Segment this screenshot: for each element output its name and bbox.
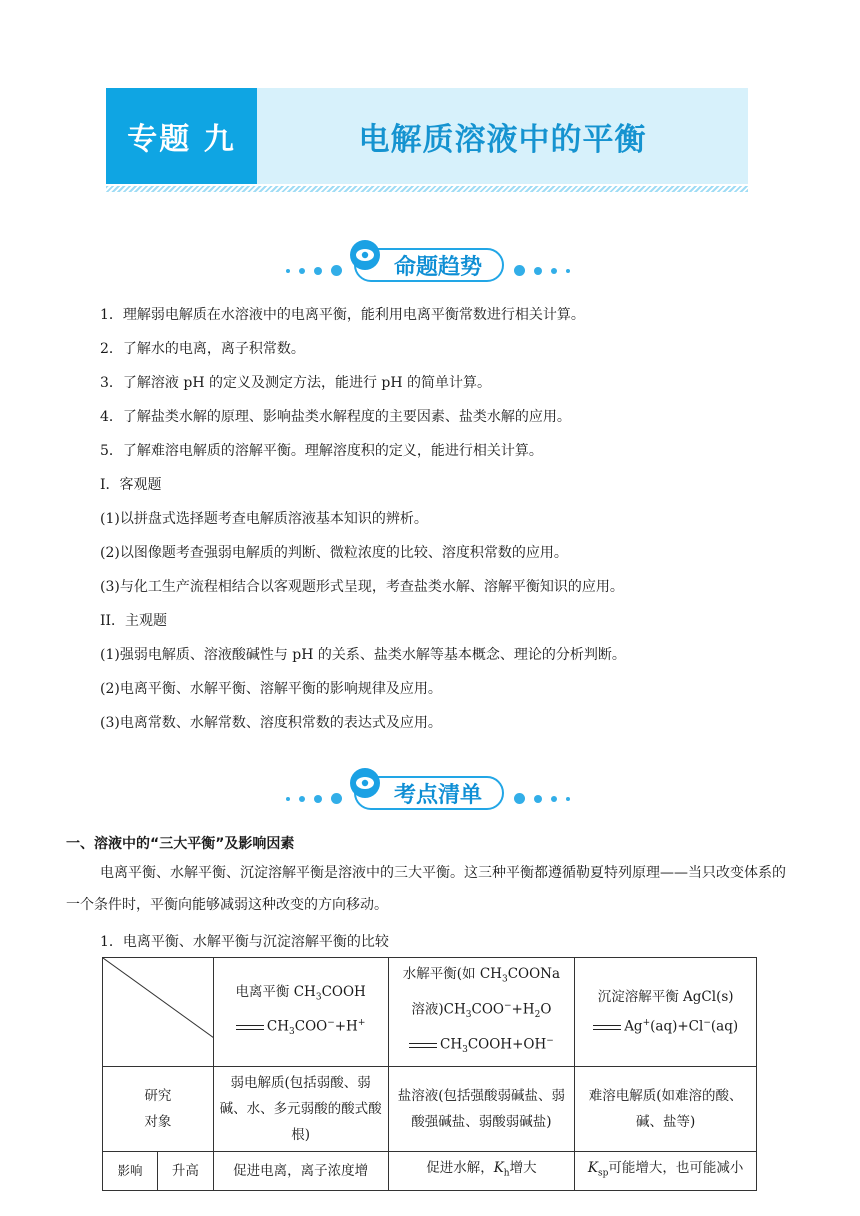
row-sublabel: 升高 xyxy=(157,1152,213,1191)
trend-item: 5．了解难溶电解质的溶解平衡。理解溶度积的定义，能进行相关计算。 xyxy=(100,443,543,459)
table-cell: 促进电离，离子浓度增 xyxy=(213,1152,388,1191)
table-cell: 弱电解质(包括弱酸、弱碱、水、多元弱酸的酸式酸根) xyxy=(213,1067,388,1152)
equilibrium-arrow-icon xyxy=(409,1041,437,1049)
equilibrium-arrow-icon xyxy=(593,1023,621,1031)
table-cell: 难溶电解质(如难溶的酸、碱、盐等) xyxy=(575,1067,757,1152)
left-dots xyxy=(286,793,342,804)
trend-heading xyxy=(280,240,580,288)
trend-item: (3)电离常数、水解常数、溶度积常数的表达式及应用。 xyxy=(100,715,442,731)
row-label: 影响 xyxy=(103,1152,158,1191)
eye-icon xyxy=(350,768,380,798)
header-ionization: 电离平衡 $CH_3COOH$ $CH_3COO^-+H^+$ xyxy=(213,958,388,1067)
row-label: 研究 对象 xyxy=(103,1067,214,1152)
table-row xyxy=(103,1067,757,1152)
trend-item: (1)强弱电解质、溶液酸碱性与 pH 的关系、盐类水解等基本概念、理论的分析判断。 xyxy=(100,647,626,663)
trend-item: 2．了解水的电离，离子积常数。 xyxy=(100,341,305,357)
right-dots xyxy=(514,265,570,276)
trend-item: 3．了解溶液 pH 的定义及测定方法，能进行 pH 的简单计算。 xyxy=(100,375,492,391)
topic-number: 专题 九 xyxy=(106,88,257,184)
trend-item: I．客观题 xyxy=(100,477,162,493)
equilibrium-arrow-icon xyxy=(236,1023,264,1031)
diagonal-cell xyxy=(103,958,214,1067)
table-row xyxy=(103,1152,757,1191)
intro-paragraph: 电离平衡、水解平衡、沉淀溶解平衡是溶液中的三大平衡。这三种平衡都遵循勒夏特列原理——当只改变体系的一个条件时，平衡向能够减弱这种改变的方向移动。 xyxy=(66,865,786,913)
checklist-label: 考点清单 xyxy=(354,776,504,810)
eye-icon xyxy=(350,240,380,270)
trend-item: 1．理解弱电解质在水溶液中的电离平衡，能利用电离平衡常数进行相关计算。 xyxy=(100,307,585,323)
trend-item: (2)电离平衡、水解平衡、溶解平衡的影响规律及应用。 xyxy=(100,681,442,697)
table-cell: $K_{sp}$可能增大，也可能减小 xyxy=(575,1152,757,1191)
trend-item: 4．了解盐类水解的原理、影响盐类水解程度的主要因素、盐类水解的应用。 xyxy=(100,409,571,425)
header-dissolution: 沉淀溶解平衡 AgCl(s) Ag+(aq)+Cl−(aq) xyxy=(575,958,757,1067)
table-header-row xyxy=(103,958,757,1067)
trend-item: II．主观题 xyxy=(100,613,168,629)
trend-item: (3)与化工生产流程相结合以客观题形式呈现，考查盐类水解、溶解平衡知识的应用。 xyxy=(100,579,624,595)
banner-stripe xyxy=(106,186,748,192)
comparison-table xyxy=(102,957,757,1191)
header-hydrolysis: 水解平衡(如 $CH_3COONa$ 溶液)$CH_3COO^-+H_2O$ $CH_3COOH+OH^-$ xyxy=(388,958,575,1067)
table-cell: 盐溶液(包括强酸弱碱盐、弱酸强碱盐、弱酸弱碱盐) xyxy=(388,1067,575,1152)
trend-item: (2)以图像题考查强弱电解质的判断、微粒浓度的比较、溶度积常数的应用。 xyxy=(100,545,568,561)
table-title: 1．电离平衡、水解平衡与沉淀溶解平衡的比较 xyxy=(100,934,389,950)
topic-title: 电解质溶液中的平衡 xyxy=(358,121,647,158)
section-title: 一、溶液中的“三大平衡”及影响因素 xyxy=(66,836,295,852)
checklist-heading xyxy=(280,768,580,816)
table-cell: 促进水解，$K_h$增大 xyxy=(388,1152,575,1191)
left-dots xyxy=(286,265,342,276)
topic-banner xyxy=(106,88,748,184)
trend-item: (1)以拼盘式选择题考查电解质溶液基本知识的辨析。 xyxy=(100,511,428,527)
right-dots xyxy=(514,793,570,804)
trend-label: 命题趋势 xyxy=(354,248,504,282)
